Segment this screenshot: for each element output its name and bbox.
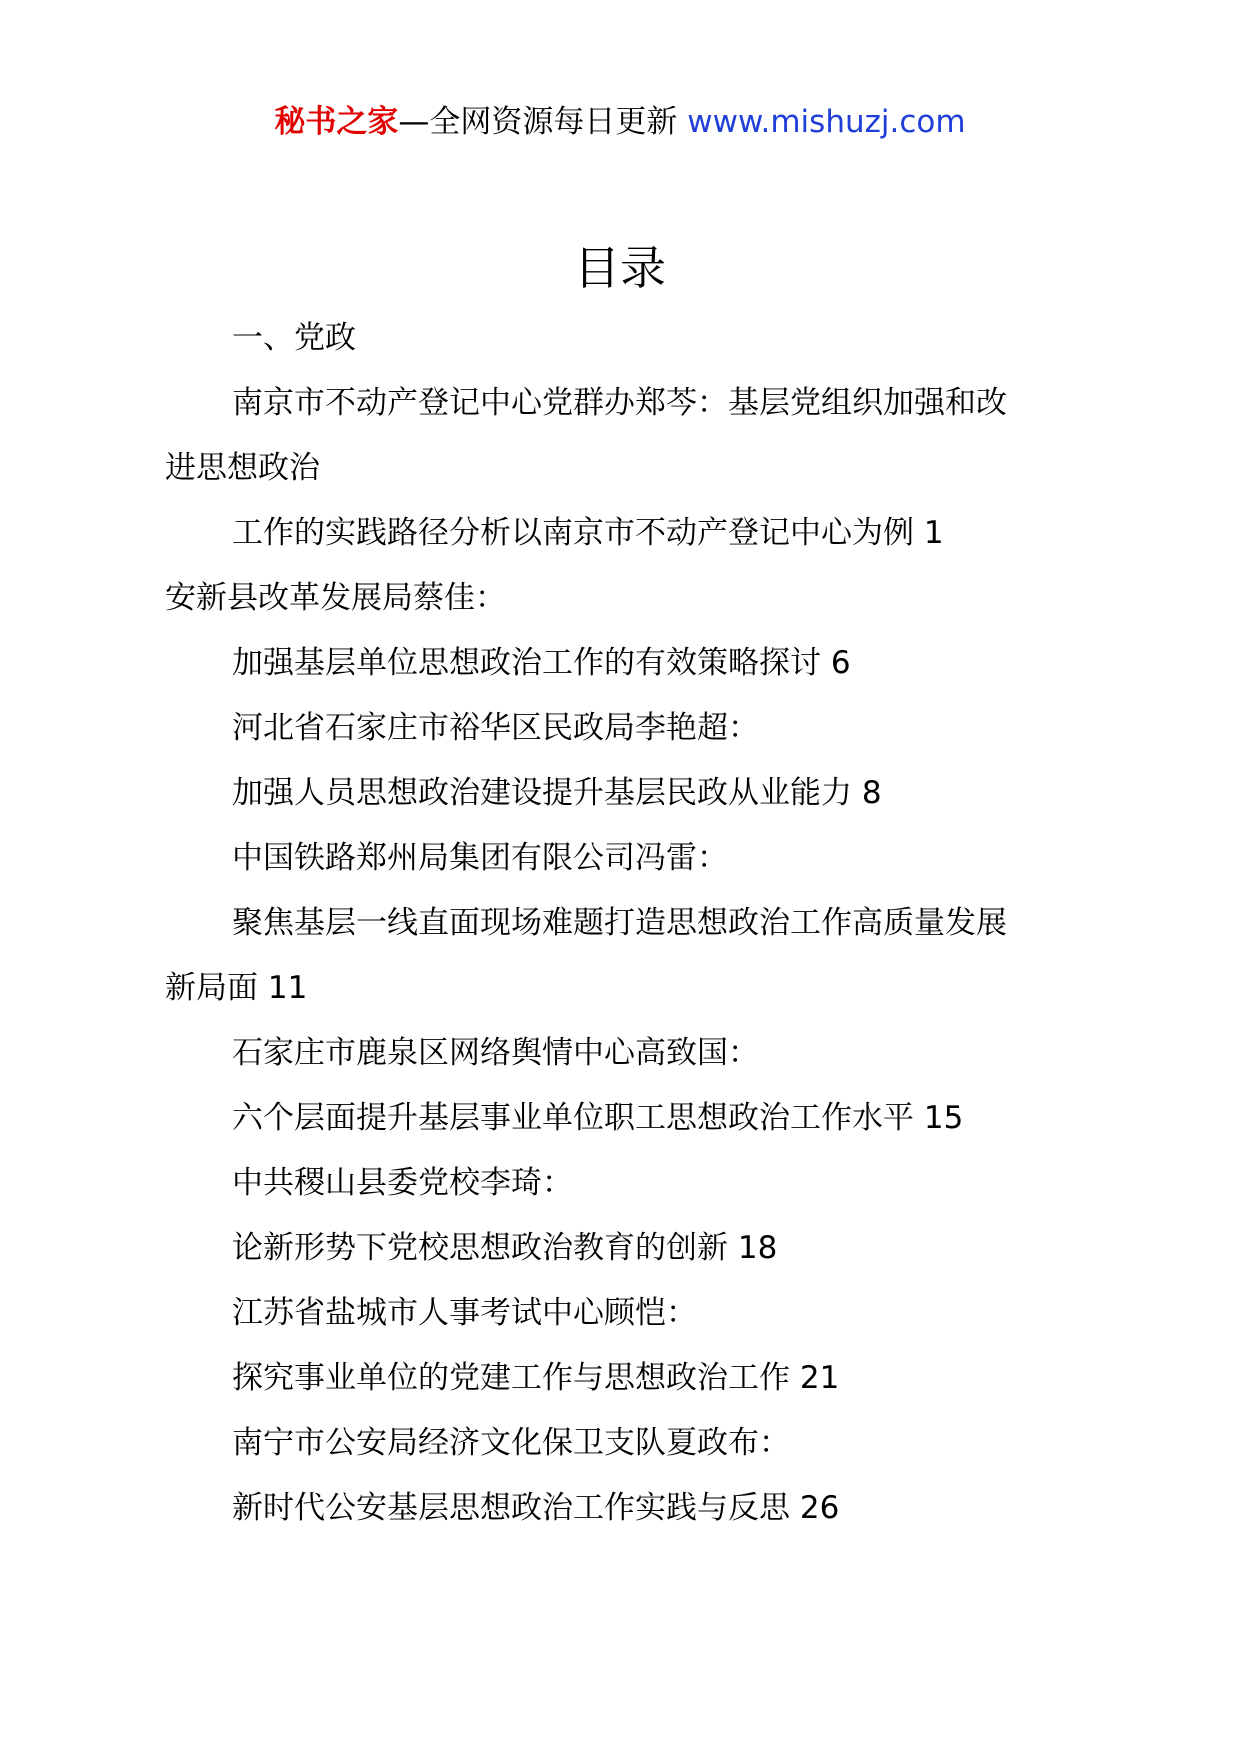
toc-entry: 南京市不动产登记中心党群办郑芩：基层党组织加强和改 [232,385,1007,421]
toc-entry: 石家庄市鹿泉区网络舆情中心高致国： [232,1035,759,1071]
toc-entry: 一、党政 [232,320,356,356]
toc-entry: 中共稷山县委党校李琦： [232,1165,573,1201]
toc-entry: 江苏省盐城市人事考试中心顾恺： [232,1295,697,1331]
header-tagline: —全网资源每日更新 [398,104,678,140]
toc-entry: 新时代公安基层思想政治工作实践与反思 26 [232,1490,840,1526]
toc-entry: 进思想政治 [165,450,320,486]
page-title: 目录 [574,241,666,295]
brand-name: 秘书之家 [274,104,399,140]
site-header [0,100,1240,144]
toc-entry: 南宁市公安局经济文化保卫支队夏政布： [232,1425,790,1461]
toc-entry: 加强基层单位思想政治工作的有效策略探讨 6 [232,645,851,681]
toc-entry: 六个层面提升基层事业单位职工思想政治工作水平 15 [232,1100,964,1136]
toc-entry: 河北省石家庄市裕华区民政局李艳超： [232,710,759,746]
toc-entry: 工作的实践路径分析以南京市不动产登记中心为例 1 [232,515,944,551]
toc-entry: 中国铁路郑州局集团有限公司冯雷： [232,840,728,876]
table-of-contents [165,306,1095,1541]
toc-entry: 新局面 11 [165,970,308,1006]
toc-entry: 加强人员思想政治建设提升基层民政从业能力 8 [232,775,882,811]
site-url-link[interactable]: www.mishuzj.com [687,104,966,140]
toc-entry: 聚焦基层一线直面现场难题打造思想政治工作高质量发展 [232,905,1007,941]
toc-entry: 安新县改革发展局蔡佳： [165,580,506,616]
toc-entry: 论新形势下党校思想政治教育的创新 18 [232,1230,778,1266]
toc-entry: 探究事业单位的党建工作与思想政治工作 21 [232,1360,840,1396]
